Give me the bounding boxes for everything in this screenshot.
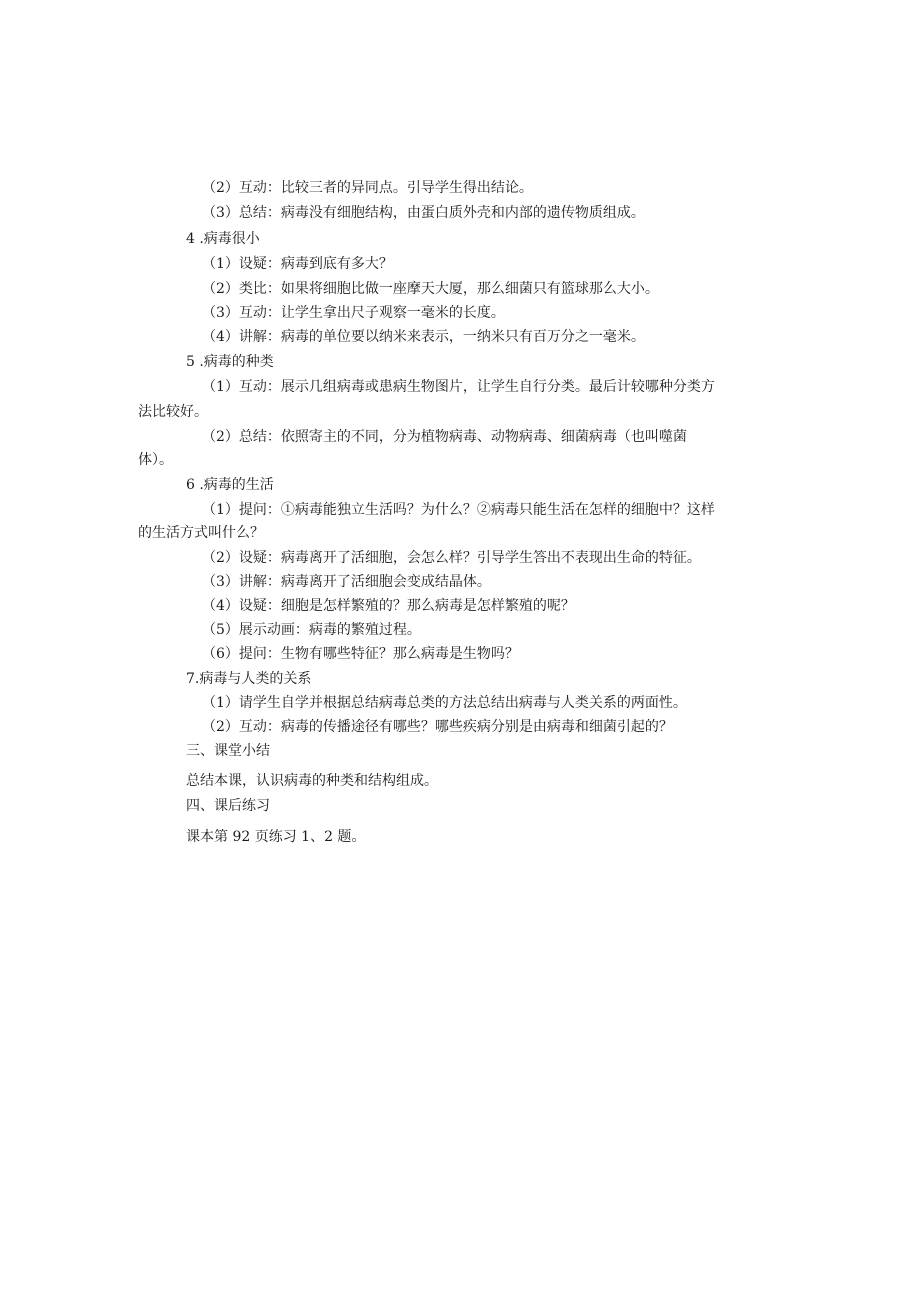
section-4-item-3: （3）互动：让学生拿出尺子观察一毫米的长度。 (202, 305, 505, 321)
section-6-item-2: （2）设疑：病毒离开了活细胞，会怎么样？引导学生答出不表现出生命的特征。 (202, 550, 701, 566)
section-7-heading: 7.病毒与人类的关系 (186, 671, 312, 687)
section-6-item-6: （6）提问：生物有哪些特征？那么病毒是生物吗？ (202, 646, 519, 662)
section-4-item-4: （4）讲解：病毒的单位要以纳米来表示，一纳米只有百万分之一毫米。 (202, 329, 645, 345)
section-6-item-4: （4）设疑：细胞是怎样繁殖的？那么病毒是怎样繁殖的呢？ (202, 598, 575, 614)
part-4-content: 课本第 92 页练习 1、2 题。 (186, 829, 366, 845)
section-7-item-2: （2）互动：病毒的传播途径有哪些？哪些疾病分别是由病毒和细菌引起的？ (202, 719, 673, 735)
section-5-item-1: （1）互动：展示几组病毒或患病生物图片，让学生自行分类。最后计较哪种分类方 (202, 379, 715, 395)
section-4-heading: 4 .病毒很小 (186, 231, 260, 247)
section-6-item-1: （1）提问：①病毒能独立生活吗？为什么？②病毒只能生活在怎样的细胞中？这样 (202, 502, 715, 518)
section-6-item-1-cont: 的生活方式叫什么？ (138, 525, 264, 541)
part-3-heading: 三、课堂小结 (186, 743, 270, 759)
section-4-item-1: （1）设疑：病毒到底有多大？ (202, 256, 393, 272)
section-4-item-2: （2）类比：如果将细胞比做一座摩天大厦，那么细菌只有篮球那么大小。 (202, 281, 659, 297)
part-3-content: 总结本课，认识病毒的种类和结构组成。 (186, 773, 438, 789)
section-7-item-1: （1）请学生自学并根据总结病毒总类的方法总结出病毒与人类关系的两面性。 (202, 695, 687, 711)
item-2-interaction: （2）互动：比较三者的异同点。引导学生得出结论。 (202, 180, 533, 196)
part-4-heading: 四、课后练习 (186, 798, 270, 814)
section-6-item-5: （5）展示动画：病毒的繁殖过程。 (202, 622, 421, 638)
section-5-item-2: （2）总结：依照寄主的不同，分为植物病毒、动物病毒、细菌病毒（也叫噬菌 (202, 429, 687, 445)
section-6-heading: 6 .病毒的生活 (186, 477, 274, 493)
section-5-item-2-cont: 体）。 (138, 452, 173, 468)
section-6-item-3: （3）讲解：病毒离开了活细胞会变成结晶体。 (202, 574, 491, 590)
section-5-item-1-cont: 法比较好。 (138, 404, 208, 420)
section-5-heading: 5 .病毒的种类 (186, 354, 274, 370)
item-3-summary: （3）总结：病毒没有细胞结构，由蛋白质外壳和内部的遗传物质组成。 (202, 205, 645, 221)
